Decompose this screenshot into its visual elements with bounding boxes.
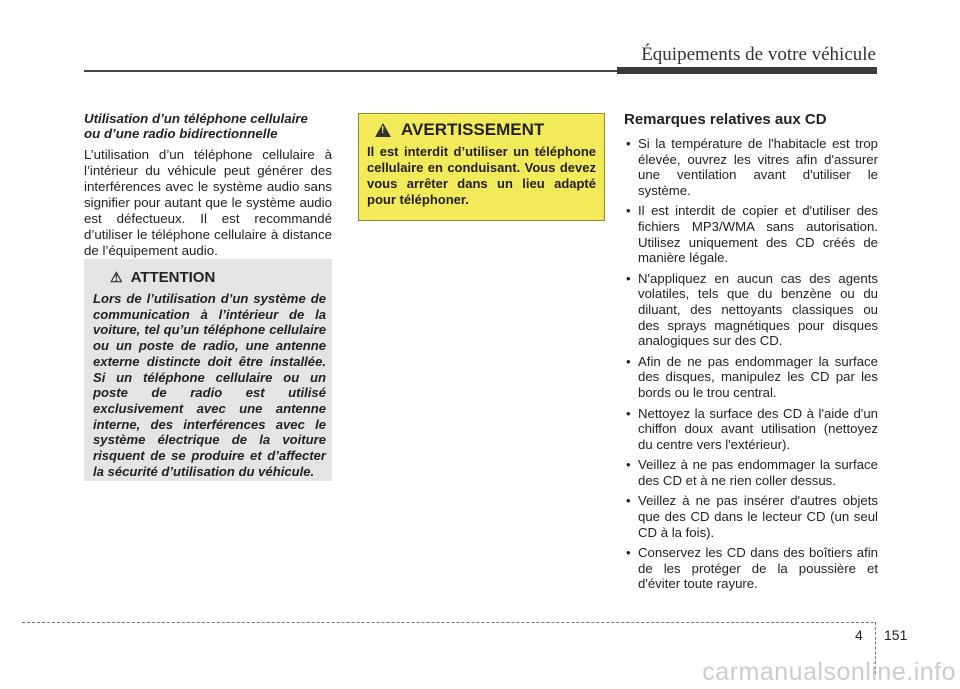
warning-title	[375, 120, 596, 140]
list-item: • Veillez à ne pas insérer d'autres objets que des CD dans le lecteur CD (un seul CD à la fois).	[624, 493, 878, 540]
left-column	[84, 111, 332, 259]
list-item: • Si la température de l'habitacle est trop élevée, ouvrez les vitres afin d'assurer une ventilation avant d'utiliser le système.	[624, 136, 878, 198]
warning-text: Il est interdit d’utiliser un téléphone cellulaire en conduisant. Vous devez vous arrêter dans un lieu adapté pour téléphoner.	[367, 144, 596, 207]
attention-box	[84, 259, 332, 481]
subheading-line-1: Utilisation d’un téléphone cellulaire	[84, 111, 308, 126]
remarks-list	[624, 136, 878, 592]
list-item: • Nettoyez la surface des CD à l'aide d'un chiffon doux avant utilisation (nettoyez du centre vers l'extérieur).	[624, 406, 878, 453]
page-number: 151	[884, 627, 908, 643]
header-rule-thick	[617, 67, 877, 74]
warning-title-label: AVERTISSEMENT	[401, 120, 545, 139]
header-rule	[84, 70, 618, 72]
subheading-line-2: ou d’une radio bidirectionnelle	[84, 126, 278, 141]
caution-triangle-icon: ⚠	[110, 269, 123, 285]
list-item: • Il est interdit de copier et d'utiliser des fichiers MP3/WMA sans autorisation. Utilisez uniquement des CD créés de manière légale.	[624, 203, 878, 265]
list-item: • Afin de ne pas endommager la surface des disques, manipulez les CD par les bords ou le trou central.	[624, 354, 878, 401]
body-paragraph: L’utilisation d’un téléphone cellulaire à l’intérieur du véhicule peut générer des interférences avec le système audio sans signifier pour autant que le système audio est défectueux. Il est recommandé d’utiliser le téléphone cellulaire à distance de l’équipement audio.	[84, 147, 332, 258]
list-item: • Veillez à ne pas endommager la surface des CD et à ne rien coller dessus.	[624, 457, 878, 488]
list-item: • N'appliquez en aucun cas des agents volatiles, tels que du benzène ou du diluant, des nettoyants classiques ou des sprays magnétiques pour disques analogiques sur des CD.	[624, 271, 878, 349]
attention-title	[110, 269, 326, 286]
attention-title-label: ATTENTION	[130, 269, 216, 286]
remarks-title: Remarques relatives aux CD	[624, 111, 827, 128]
attention-text: Lors de l’utilisation d’un système de communication à l’intérieur de la voiture, tel qu’un téléphone cellulaire ou un poste de radio, une antenne externe distincte doit être installée. Si un téléphone cellulaire ou un poste de radio est utilisé exclusivement avec une antenne interne, des interférences avec le système électrique de la voiture risquent de se produire et d’affecter la sécurité d’utilisation du véhicule.	[93, 291, 326, 479]
footer-rule	[22, 622, 874, 623]
warning-triangle-icon: !	[375, 123, 391, 137]
right-column	[624, 111, 878, 597]
page-header-title: Équipements de votre véhicule	[641, 44, 876, 65]
subheading	[84, 111, 332, 141]
watermark: carmanualsonline.info	[702, 658, 956, 686]
warning-box	[358, 113, 605, 221]
list-item: • Conservez les CD dans des boîtiers afin de les protéger de la poussière et d'éviter toute rayure.	[624, 545, 878, 592]
chapter-number: 4	[855, 627, 863, 643]
